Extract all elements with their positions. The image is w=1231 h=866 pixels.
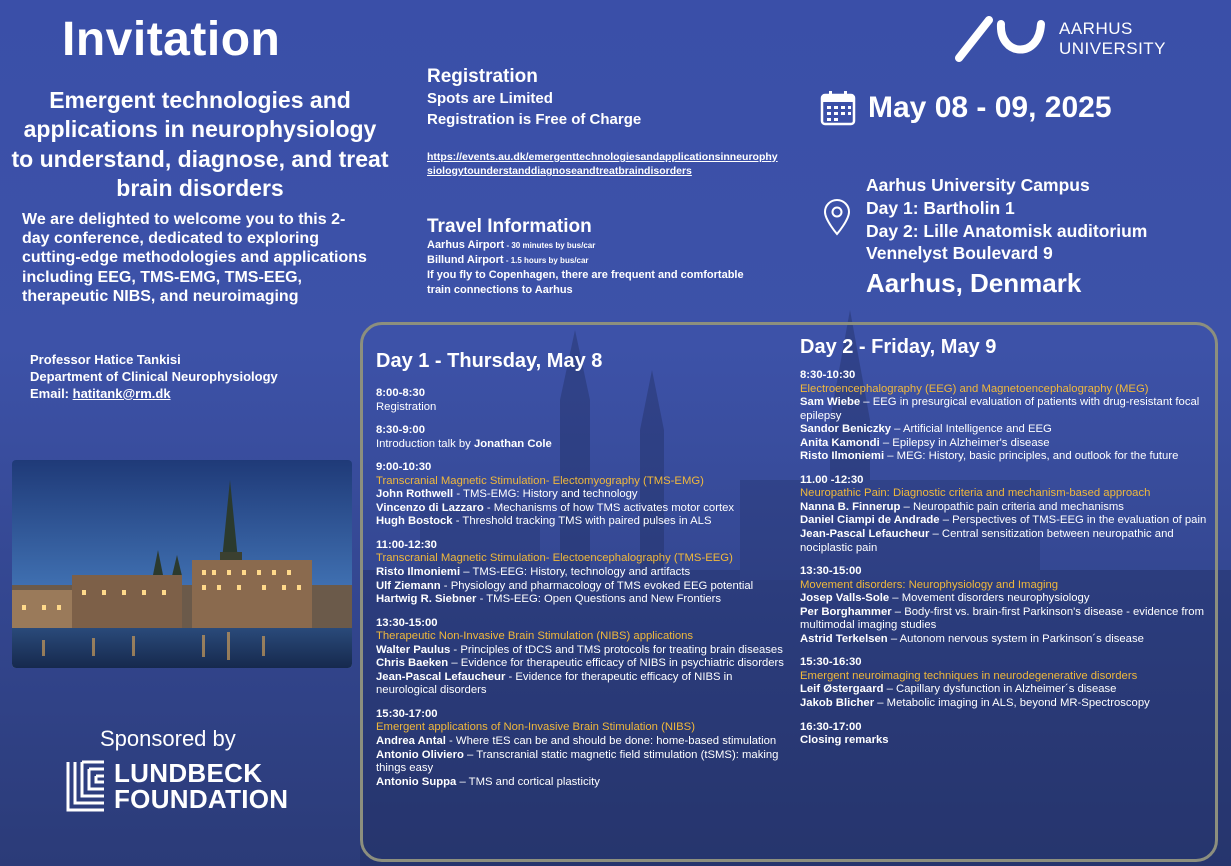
- talk-speaker: Anita Kamondi: [800, 436, 880, 449]
- talk: [800, 396, 1215, 423]
- talk: [376, 735, 786, 749]
- talk-speaker: Risto Ilmoniemi: [800, 450, 885, 463]
- talk-speaker: Antonio Oliviero: [376, 748, 464, 761]
- location-pin-icon: [822, 198, 852, 236]
- talk: [376, 657, 786, 671]
- talk-speaker: Risto Ilmoniemi: [376, 566, 461, 579]
- talk-topic: – Neuropathic pain criteria and mechanisms: [900, 500, 1124, 513]
- registration-link[interactable]: https://events.au.dk/emergenttechnologiesandapplicationsinneurophysiologytounderstanddiagnoseandtreatbraindisorders: [427, 151, 778, 178]
- registration-heading: Registration: [427, 66, 538, 87]
- talk-speaker: Chris Baeken: [376, 657, 449, 670]
- talk-topic: – Central sensitization between neuropathic and nociplastic pain: [800, 528, 1174, 554]
- talk: [376, 593, 786, 607]
- day2-title: Day 2 - Friday, May 9: [800, 336, 997, 358]
- talk: [800, 501, 1215, 515]
- sponsored-by-label: Sponsored by: [100, 726, 236, 751]
- session-title: Therapeutic Non-Invasive Brain Stimulation (NIBS) applications: [376, 630, 694, 643]
- venue-day1: Day 1: Bartholin 1: [866, 197, 1015, 218]
- lundbeck-line1: LUNDBECK: [114, 758, 263, 788]
- session-time: 8:00-8:30: [376, 387, 425, 399]
- session-time: 8:30-9:00: [376, 424, 425, 437]
- talk-topic: – MEG: History, basic principles, and outlook for the future: [884, 450, 1179, 463]
- talk: [376, 566, 786, 580]
- talk: [376, 580, 786, 594]
- contact-department: Department of Clinical Neurophysiology: [30, 368, 278, 384]
- talk-speaker: Nanna B. Finnerup: [800, 500, 901, 513]
- talk-speaker: Jakob Blicher: [800, 697, 875, 710]
- talk-speaker: Daniel Ciampi de Andrade: [800, 514, 940, 527]
- session-time: 13:30-15:00: [376, 616, 438, 629]
- event-date: May 08 - 09, 2025: [868, 91, 1112, 124]
- talk: [800, 683, 1215, 697]
- registration-line2: Registration is Free of Charge: [427, 111, 642, 128]
- talk: [800, 528, 1215, 555]
- talk: [376, 502, 786, 516]
- talk-speaker: Antonio Suppa: [376, 775, 457, 788]
- session-title: Emergent neuroimaging techniques in neurodegenerative disorders: [800, 669, 1138, 682]
- venue-street: Vennelyst Boulevard 9: [866, 243, 1053, 264]
- venue-city: Aarhus, Denmark: [866, 268, 1082, 298]
- session: [800, 474, 1215, 555]
- talk-topic: – EEG in presurgical evaluation of patients with drug-resistant focal epilepsy: [800, 396, 1200, 422]
- talk: [800, 450, 1215, 464]
- talk-speaker: Vincenzo di Lazzaro: [376, 501, 484, 514]
- talk-topic: – Movement disorders neurophysiology: [889, 592, 1090, 605]
- contact-name: Professor Hatice Tankisi: [30, 352, 181, 367]
- talk-speaker: Hartwig R. Siebner: [376, 593, 477, 606]
- session: [376, 539, 786, 607]
- session-text: [376, 438, 786, 452]
- airport-2-name: Billund Airport: [427, 253, 504, 266]
- talk-speaker: Hugh Bostock: [376, 515, 453, 528]
- session: [376, 424, 786, 451]
- talk: [800, 697, 1215, 711]
- au-mark-icon: [955, 16, 1047, 62]
- lundbeck-foundation-logo: [66, 760, 288, 812]
- day1-title: Day 1 - Thursday, May 8: [376, 350, 603, 372]
- session-time: 16:30-17:00: [800, 720, 862, 733]
- talk-speaker: Jean-Pascal Lefaucheur: [800, 528, 930, 541]
- talk-topic: - Evidence for therapeutic efficacy of NIBS in neurological disorders: [376, 670, 733, 697]
- talk: [800, 514, 1215, 528]
- session-time: 15:30-17:00: [376, 707, 438, 720]
- au-line1: AARHUS: [1059, 19, 1133, 39]
- session-time: 13:30-15:00: [800, 565, 862, 578]
- venue-campus: Aarhus University Campus: [866, 175, 1090, 195]
- contact-block: [30, 352, 278, 403]
- session-time: 15:30-16:30: [800, 656, 862, 669]
- closing-remarks: Closing remarks: [800, 734, 889, 747]
- talk: [376, 515, 786, 529]
- session: [376, 708, 786, 789]
- session-plain: Introduction talk by: [376, 437, 474, 450]
- session-title: Transcranial Magnetic Stimulation- Electomyography (TMS-EMG): [376, 474, 704, 487]
- session-title: Electroencephalography (EEG) and Magnetoencephalography (MEG): [800, 382, 1149, 395]
- aarhus-photo: [12, 460, 352, 668]
- session: [800, 565, 1215, 646]
- talk-speaker: Astrid Terkelsen: [800, 632, 888, 645]
- session: [376, 387, 786, 414]
- registration-line1: Spots are Limited: [427, 90, 553, 107]
- talk-speaker: Sam Wiebe: [800, 396, 861, 409]
- talk-topic: – Perspectives of TMS-EEG in the evaluation of pain: [939, 514, 1207, 527]
- talk: [376, 488, 786, 502]
- talk-topic: – Epilepsy in Alzheimer's disease: [879, 436, 1050, 449]
- intro-text: We are delighted to welcome you to this 2-day conference, dedicated to exploring cutting-edge methodologies and applications including EEG, TMS-EMG, TMS-EEG, therapeutic NIBS, and neuroimaging: [22, 211, 367, 305]
- talk-topic: - Physiology and pharmacology of TMS evoked EEG potential: [440, 579, 754, 592]
- talk-speaker: Sandor Beniczky: [800, 423, 892, 436]
- talk: [800, 633, 1215, 647]
- talk-topic: – TMS and cortical plasticity: [456, 775, 600, 788]
- session-time: 11:00-12:30: [376, 538, 437, 551]
- event-date-row: [820, 90, 1112, 126]
- talk-topic: – Body-first vs. brain-first Parkinson's disease - evidence from multimodal imaging studies: [800, 605, 1204, 632]
- airport-2-info: - 1.5 hours by bus/car: [503, 255, 589, 265]
- talk: [800, 592, 1215, 606]
- talk-topic: - Where tES can be and should be done: home-based stimulation: [445, 735, 777, 748]
- session-speaker: Jonathan Cole: [473, 437, 552, 450]
- talk-topic: – Metabolic imaging in ALS, beyond MR-Spectroscopy: [874, 697, 1150, 710]
- travel-heading: Travel Information: [427, 216, 592, 237]
- conference-subtitle: Emergent technologies and applications in neurophysiology to understand, diagnose, and treat brain disorders: [11, 87, 389, 202]
- talk: [800, 606, 1215, 633]
- talk-speaker: Leif Østergaard: [800, 683, 884, 696]
- airport-1-name: Aarhus Airport: [427, 239, 505, 251]
- talk: [800, 437, 1215, 451]
- talk-topic: – Autonom nervous system in Parkinson´s disease: [887, 632, 1144, 645]
- talk-topic: - Principles of tDCS and TMS protocols for treating brain diseases: [450, 643, 783, 656]
- talk-topic: - TMS-EMG: History and technology: [453, 488, 638, 501]
- talk-speaker: Ulf Ziemann: [376, 579, 441, 592]
- talk-speaker: Per Borghammer: [800, 605, 892, 618]
- venue-block: [866, 174, 1147, 301]
- session: [376, 617, 786, 698]
- session-text: [376, 401, 786, 415]
- email-link[interactable]: hatitank@rm.dk: [72, 385, 171, 401]
- day1-program: [376, 350, 786, 789]
- talk: [376, 671, 786, 698]
- email-label: Email:: [30, 385, 73, 401]
- talk-topic: - Threshold tracking TMS with paired pulses in ALS: [452, 515, 712, 528]
- talk: [376, 749, 786, 776]
- au-line2: UNIVERSITY: [1059, 39, 1167, 58]
- venue-day2: Day 2: Lille Anatomisk auditorium: [866, 220, 1148, 241]
- travel-section: [427, 216, 747, 297]
- talk-topic: – Artificial Intelligence and EEG: [891, 423, 1052, 436]
- session-time: 8:30-10:30: [800, 369, 856, 381]
- talk-topic: - TMS-EEG: Open Questions and New Frontiers: [476, 593, 722, 606]
- session-title: Neuropathic Pain: Diagnostic criteria and mechanism-based approach: [800, 487, 1151, 500]
- lundbeck-line2: FOUNDATION: [114, 784, 289, 814]
- lundbeck-mark-icon: [66, 760, 106, 812]
- session-title: Transcranial Magnetic Stimulation- Electoencephalography (TMS-EEG): [376, 552, 733, 565]
- talk-speaker: Andrea Antal: [376, 735, 446, 748]
- talk-topic: – TMS-EEG: History, technology and artifacts: [460, 566, 691, 579]
- talk-topic: - Mechanisms of how TMS activates motor cortex: [483, 501, 735, 514]
- session: [800, 369, 1215, 464]
- talk-topic: – Transcranial static magnetic field stimulation (tSMS): making things easy: [376, 748, 779, 775]
- travel-note: If you fly to Copenhagen, there are frequent and comfortable train connections to Aarhus: [427, 268, 744, 296]
- talk-topic: – Evidence for therapeutic efficacy of NIBS in psychiatric disorders: [448, 657, 784, 670]
- talk-speaker: Josep Valls-Sole: [800, 592, 890, 605]
- talk-speaker: Jean-Pascal Lefaucheur: [376, 670, 506, 683]
- talk: [376, 776, 786, 790]
- aarhus-university-logo: [955, 16, 1166, 62]
- talk: [800, 423, 1215, 437]
- session-title: Emergent applications of Non-Invasive Brain Stimulation (NIBS): [376, 721, 695, 734]
- session: [800, 721, 1215, 748]
- session-plain: Registration: [376, 400, 437, 413]
- session-title: Movement disorders: Neurophysiology and Imaging: [800, 578, 1059, 591]
- talk: [376, 644, 786, 658]
- day2-program: [800, 336, 1215, 748]
- registration-section: [427, 66, 787, 178]
- session-time: 9:00-10:30: [376, 461, 432, 474]
- airport-1-info: - 30 minutes by bus/car: [504, 241, 596, 250]
- talk-topic: – Capillary dysfunction in Alzheimer´s disease: [883, 683, 1117, 696]
- session: [800, 656, 1215, 710]
- session: [376, 461, 786, 529]
- page-title: Invitation: [62, 13, 281, 66]
- session-time: 11.00 -12:30: [800, 473, 864, 486]
- talk-speaker: John Rothwell: [376, 488, 454, 501]
- calendar-icon: [820, 90, 856, 126]
- talk-speaker: Walter Paulus: [376, 643, 451, 656]
